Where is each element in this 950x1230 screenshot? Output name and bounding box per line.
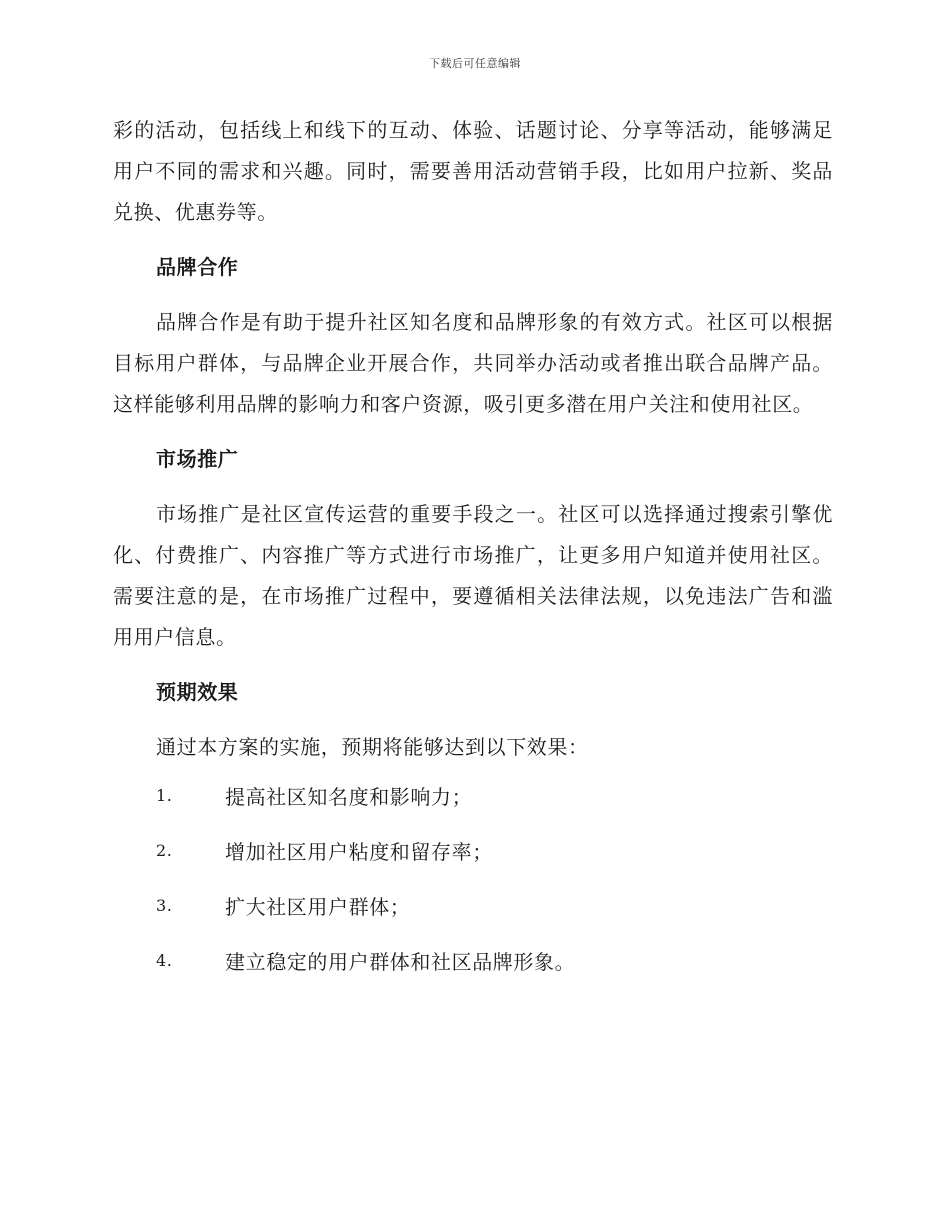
list-item — [113, 933, 833, 988]
section-heading-effects: 预期效果 — [156, 680, 239, 704]
section-heading-market: 市场推广 — [156, 447, 239, 471]
list-item-text: 增加社区用户粘度和留存率； — [225, 840, 493, 864]
list-item-text: 建立稳定的用户群体和社区品牌形象。 — [225, 950, 576, 974]
list-item-number: 4. — [156, 951, 173, 970]
page-header-note: 下载后可任意编辑 — [429, 57, 521, 70]
list-item-text: 提高社区知名度和影响力； — [225, 785, 473, 809]
brand-paragraph: 品牌合作是有助于提升社区知名度和品牌形象的有效方式。社区可以根据目标用户群体，与品牌企业开展合作，共同举办活动或者推出联合品牌产品。这样能够利用品牌的影响力和客户资源，吸引更多潜在用户关注和使用社区。 — [113, 310, 833, 416]
effects-intro-paragraph: 通过本方案的实施，预期将能够达到以下效果： — [156, 735, 589, 759]
document-body — [113, 110, 833, 988]
effects-list — [113, 768, 833, 988]
section-heading-brand: 品牌合作 — [156, 255, 239, 279]
list-item — [113, 878, 833, 933]
list-item — [113, 768, 833, 823]
intro-continuation-paragraph: 彩的活动，包括线上和线下的互动、体验、话题讨论、分享等活动，能够满足用户不同的需求和兴趣。同时，需要善用活动营销手段，比如用户拉新、奖品兑换、优惠券等。 — [113, 118, 833, 224]
list-item-text: 扩大社区用户群体； — [225, 895, 411, 919]
list-item-number: 2. — [156, 841, 173, 860]
list-item — [113, 823, 833, 878]
list-item-number: 1. — [156, 786, 173, 805]
list-item-number: 3. — [156, 896, 173, 915]
market-paragraph: 市场推广是社区宣传运营的重要手段之一。社区可以选择通过搜索引擎优化、付费推广、内容推广等方式进行市场推广，让更多用户知道并使用社区。需要注意的是，在市场推广过程中，要遵循相关法律法规，以免违法广告和滥用用户信息。 — [113, 502, 833, 649]
